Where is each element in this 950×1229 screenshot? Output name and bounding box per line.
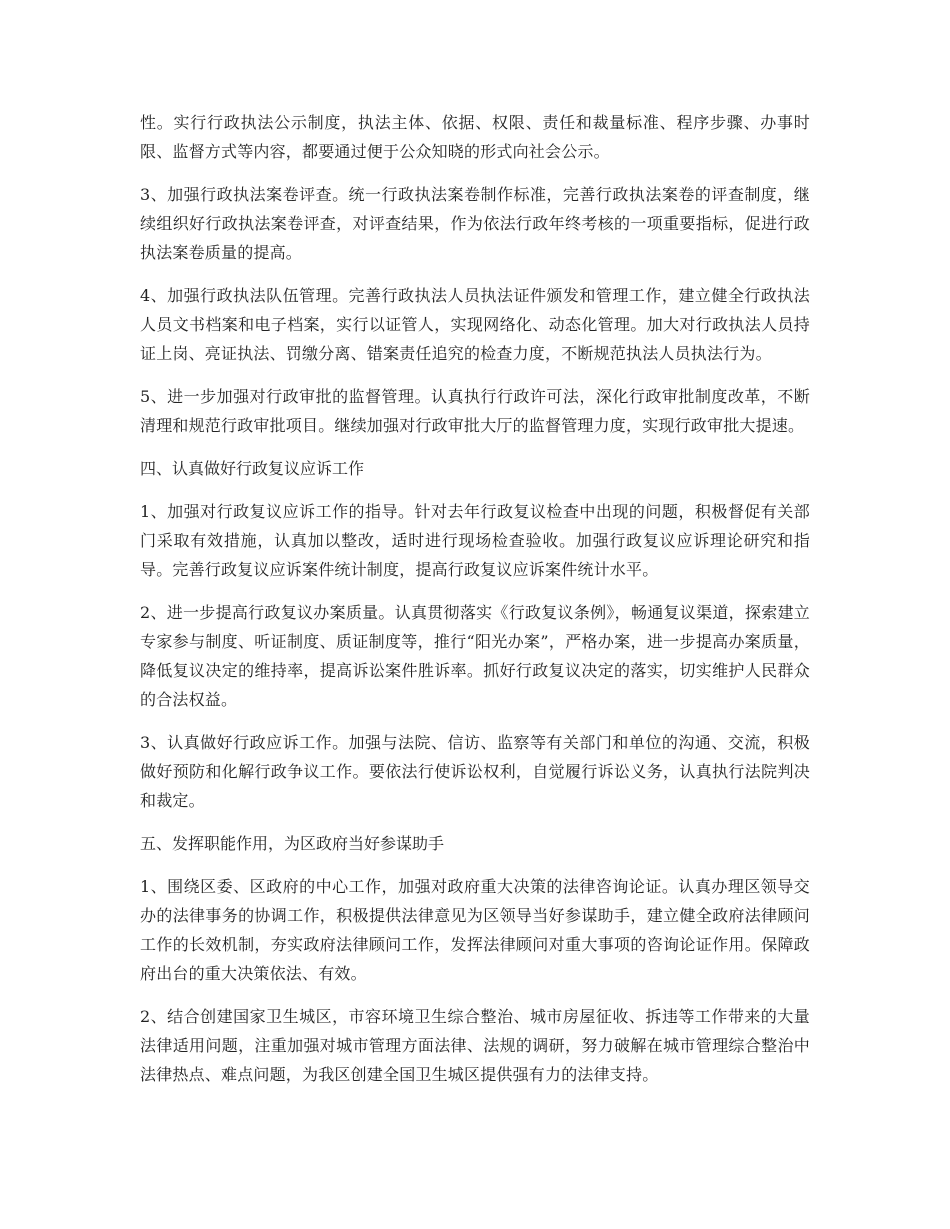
paragraph-approval-supervision: 5、进一步加强对行政审批的监督管理。认真执行行政许可法，深化行政审批制度改革，不断清理和规范行政审批项目。继续加强对行政审批大厅的监督管理力度，实现行政审批大提速。 (140, 387, 810, 435)
paragraph-public-disclosure: 性。实行行政执法公示制度，执法主体、依据、权限、责任和裁量标准、程序步骤、办事时限、监督方式等内容，都要通过便于公众知晓的形式向社会公示。 (140, 113, 810, 161)
paragraph-case-file-review: 3、加强行政执法案卷评查。统一行政执法案卷制作标准，完善行政执法案卷的评查制度，继续组织好行政执法案卷评查，对评查结果，作为依法行政年终考核的一项重要指标，促进行政执法案卷质量的提高。 (140, 185, 810, 262)
paragraph-litigation-response: 3、认真做好行政应诉工作。加强与法院、信访、监察等有关部门和单位的沟通、交流，积极做好预防和化解行政争议工作。要依法行使诉讼权利，自觉履行诉讼义务，认真执行法院判决和裁定。 (140, 733, 810, 810)
paragraph-reconsideration-guidance: 1、加强对行政复议应诉工作的指导。针对去年行政复议检查中出现的问题，积极督促有关部门采取有效措施，认真加以整改，适时进行现场检查验收。加强行政复议应诉理论研究和指导。完善行政复议应诉案件统计制度，提高行政复议应诉案件统计水平。 (140, 502, 810, 579)
paragraph-legal-consultation: 1、围绕区委、区政府的中心工作，加强对政府重大决策的法律咨询论证。认真办理区领导交办的法律事务的协调工作，积极提供法律意见为区领导当好参谋助手，建立健全政府法律顾问工作的长效机制，夯实政府法律顾问工作，发挥法律顾问对重大事项的咨询论证作用。保障政府出台的重大决策依法、有效。 (140, 877, 810, 983)
document-page (140, 108, 810, 1103)
section-heading-reconsideration: 四、认真做好行政复议应诉工作 (140, 459, 365, 478)
paragraph-reconsideration-quality: 2、进一步提高行政复议办案质量。认真贯彻落实《行政复议条例》，畅通复议渠道，探索建立专家参与制度、听证制度、质证制度等，推行“阳光办案”，严格办案，进一步提高办案质量，降低复议决定的维持率，提高诉讼案件胜诉率。抓好行政复议决定的落实，切实维护人民群众的合法权益。 (140, 603, 810, 709)
paragraph-sanitary-city-support: 2、结合创建国家卫生城区，市容环境卫生综合整治、城市房屋征收、拆违等工作带来的大量法律适用问题，注重加强对城市管理方面法律、法规的调研，努力破解在城市管理综合整治中法律热点、难点问题，为我区创建全国卫生城区提供强有力的法律支持。 (140, 1007, 810, 1084)
paragraph-enforcement-team-management: 4、加强行政执法队伍管理。完善行政执法人员执法证件颁发和管理工作，建立健全行政执法人员文书档案和电子档案，实行以证管人，实现网络化、动态化管理。加大对行政执法人员持证上岗、亮证执法、罚缴分离、错案责任追究的检查力度，不断规范执法人员执法行为。 (140, 286, 810, 363)
section-heading-advisory-role: 五、发挥职能作用，为区政府当好参谋助手 (140, 834, 445, 853)
